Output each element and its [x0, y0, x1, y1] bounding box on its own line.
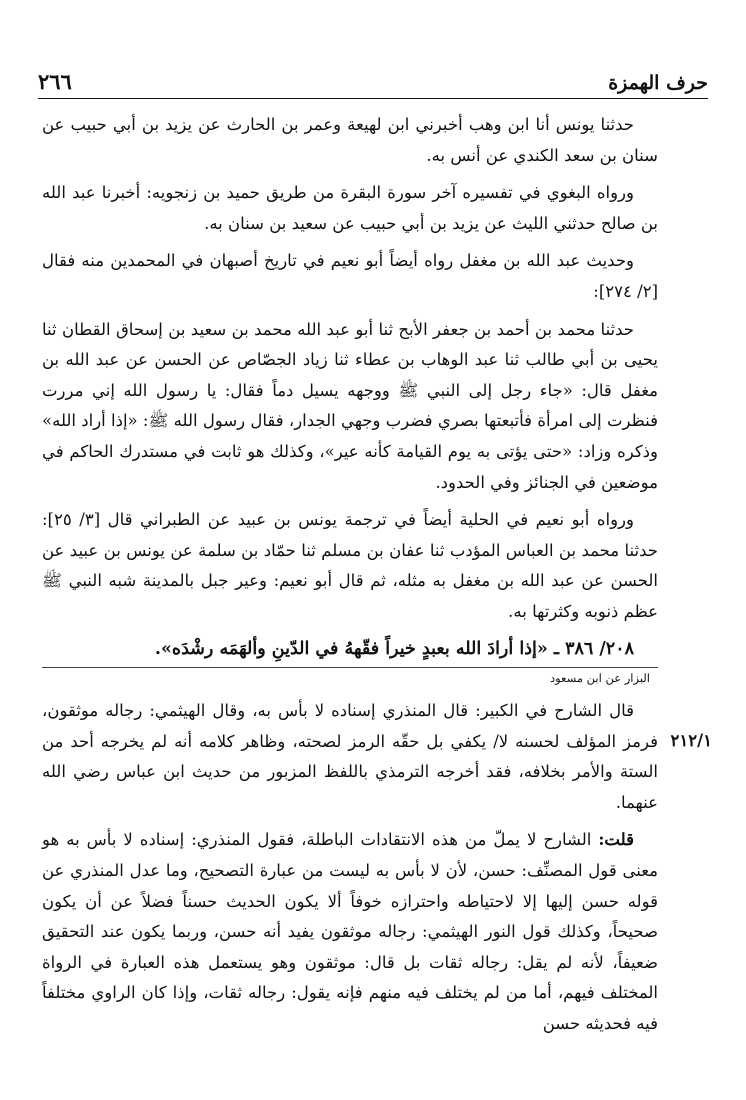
commentary-paragraph-2	[42, 825, 658, 1039]
hadith-source: البزار عن ابن مسعود	[549, 671, 650, 686]
qult-label: قلت:	[598, 830, 634, 850]
paragraph-3: وحديث عبد الله بن مغفل رواه أيضاً أبو نعيم في تاريخ أصبهان في المحمدين منه فقال [٢/ ٢٧٤]:	[42, 251, 658, 301]
margin-reference: ٢١٢/١	[670, 731, 712, 751]
page-number: ٢٦٦	[38, 69, 72, 94]
body-text	[42, 110, 712, 1040]
page-title: حرف الهمزة	[608, 72, 708, 94]
commentary-paragraph-2-text: الشارح لا يملّ من هذه الانتقادات الباطلة، فقول المنذري: إسناده لا بأس به هو معنى قول المصنِّف: حسن، لأن لا بأس به ليست من عبارة التصحيح، وما عدل المنذري عن قوله حسن إليها إلا لاحتياطه واحترازه خوفاً ألا يكون الحديث حسناً فضلاً عن أن يكون صحيحاً، وكذلك قول النور الهيثمي: رجاله موثقون يفيد أنه حسن، وربما يكون عند التحقيق ضعيفاً، لأنه لم يقل: رجاله ثقات بل قال: موثقون وهو يستعمل هذه العبارة في الرواة المختلف فيهم، أما من لم يختلف فيه منهم فإنه يقول: رجاله ثقات، وإذا كان الراوي مختلفاً فيه فحديثه حسن	[42, 830, 658, 1034]
paragraph-5: ورواه أبو نعيم في الحلية أيضاً في ترجمة يونس بن عبيد عن الطبراني قال [٣/ ٢٥]: حدثنا محمد بن العباس المؤدب ثنا عفان بن مسلم ثنا حمّاد بن سلمة عن يونس بن عبيد عن الحسن عن عبد الله بن مغفل به مثله، ثم قال أبو نعيم: وعير جبل بالمدينة شبه النبي ﷺ عظم ذنوبه وكثرتها به.	[42, 510, 658, 621]
paragraph-2: ورواه البغوي في تفسيره آخر سورة البقرة من طريق حميد بن زنجويه: أخبرنا عبد الله بن صالح حدثني الليث عن يزيد بن أبي حبيب عن سعيد بن سنان به.	[42, 183, 658, 233]
running-header	[38, 62, 708, 99]
hadith-heading: ٢٠٨/ ٣٨٦ ـ «إذا أرادَ الله بعبدٍ خيراً فقّههُ في الدّينِ وألهَمَه رشْدَه».	[154, 638, 634, 659]
commentary-block	[42, 696, 712, 1040]
paragraph-4: حدثنا محمد بن أحمد بن جعفر الأبح ثنا أبو عبد الله محمد بن سعيد بن إسحاق القطان ثنا يحيى بن أبي طالب ثنا عبد الوهاب بن عطاء ثنا زياد الجصّاص عن الحسن عن عبد الله بن مغفل قال: «جاء رجل إلى النبي ﷺ ووجهه يسيل دماً فقال: يا رسول الله إني مررت فنظرت إلى امرأة فأتبعتها بصري فضرب وجهي الجدار، فقال رسول الله ﷺ: «إذا أراد الله» وذكره وزاد: «حتى يؤتى به يوم القيامة كأنه عير»، وكذلك هو ثابت في مستدرك الحاكم في موضعين في الجنائز وفي الحدود.	[42, 319, 658, 492]
paragraph-1: حدثنا يونس أنا ابن وهب أخبرني ابن لهيعة وعمر بن الحارث عن يزيد بن أبي حبيب عن سنان بن سعد الكندي عن أنس به.	[42, 115, 658, 165]
commentary-paragraph-1: قال الشارح في الكبير: قال المنذري إسناده لا بأس به، وقال الهيثمي: رجاله موثقون، فرمز المؤلف لحسنه لا/ يكفي بل حقّه الرمز لصحته، وظاهر كلامه أنه لم يخرجه أحد من الستة والأمر بخلافه، فقد أخرجه الترمذي باللفظ المزبور من حديث ابن عباس رضي الله عنهما.	[42, 701, 658, 812]
